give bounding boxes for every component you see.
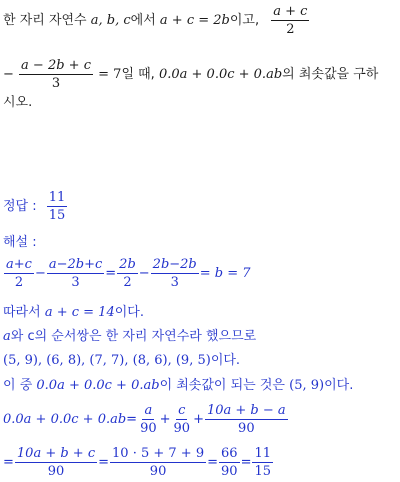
problem-text: 의 최솟값을 구하 <box>282 67 379 82</box>
problem-line-3 <box>3 94 32 112</box>
ordered-pairs: (5, 9), (6, 8), (7, 7), (8, 6), (9, 5) <box>3 353 211 368</box>
problem-text: 시오. <box>3 95 33 110</box>
fraction: $\frac{a - 2b + c}{3}$ <box>21 58 91 91</box>
minus-sign: − <box>3 67 14 82</box>
solution-step-7: = $\frac{10a + b + c}{90}$ = $\frac{10 \cdot 5 + 7 + 9}{90}$ = $\frac{66}{90}$ = $\frac{11}{15}$ <box>3 446 272 479</box>
solution-step-1: $\frac{a+c}{2}$ − $\frac{a-2b+c}{3}$ = $\frac{2b}{2}$ − $\frac{2b-2b}{3}$ = b = 7 <box>6 257 251 290</box>
decimal-expression: 0.0a + 0.0c + 0.ab <box>158 67 283 82</box>
problem-line-2 <box>3 58 378 91</box>
answer-line <box>3 190 68 223</box>
solution-text: 이다. <box>210 353 241 368</box>
condition-equation: a + c = 2b <box>159 13 230 28</box>
fraction: $\frac{a-2b+c}{3}$ <box>48 257 103 290</box>
solution-step-5 <box>3 377 353 395</box>
fraction: $\frac{10 \cdot 5 + 7 + 9}{90}$ <box>112 446 205 479</box>
decimal-expression: 0.0a + 0.0c + 0.ab <box>36 378 160 393</box>
solution-text: 이다. <box>114 305 144 320</box>
solution-step-3 <box>3 328 256 346</box>
result: = b = 7 <box>199 266 251 281</box>
solution-step-2 <box>3 304 144 322</box>
problem-text: 일 때, <box>121 67 155 82</box>
solution-label-line <box>3 234 37 252</box>
fraction: $\frac{2b}{2}$ <box>119 257 136 290</box>
solution-text: 따라서 <box>3 305 41 320</box>
equation: = 7 <box>98 67 122 82</box>
fraction: $\frac{c}{90}$ <box>173 403 191 436</box>
solution-text: 이다. <box>324 378 354 393</box>
answer-fraction: $\frac{11}{15}$ <box>48 190 66 223</box>
fraction: $\frac{2b-2b}{3}$ <box>152 257 197 290</box>
problem-text: 에서 <box>130 13 156 28</box>
problem-text: 한 자리 자연수 <box>3 13 87 28</box>
fraction: $\frac{10a + b - a}{90}$ <box>206 403 286 436</box>
problem-line-1 <box>3 4 310 37</box>
solution-text: 이 최솟값이 되는 것은 <box>159 378 285 393</box>
solution-step-4 <box>3 352 240 370</box>
decimal-expression: 0.0a + 0.0c + 0.ab <box>3 412 127 427</box>
fraction: $\frac{a}{90}$ <box>140 403 157 436</box>
ordered-pair: (5, 9) <box>289 378 325 393</box>
fraction: $\frac{a + c}{2}$ <box>273 4 308 37</box>
solution-text: 와 c의 순서쌍은 한 자리 자연수라 했으므로 <box>10 329 257 344</box>
fraction: $\frac{a+c}{2}$ <box>6 257 32 290</box>
fraction: $\frac{10a + b + c}{90}$ <box>16 446 96 479</box>
variables: a, b, c <box>90 13 131 28</box>
fraction: $\frac{11}{15}$ <box>254 446 272 479</box>
solution-label: 해설 : <box>3 235 37 250</box>
variable: a <box>3 329 11 344</box>
solution-text: 이 중 <box>3 378 33 393</box>
solution-step-6: 0.0a + 0.0c + 0.ab= $\frac{a}{90}$ + $\frac{c}{90}$ + $\frac{10a + b - a}{90}$ <box>3 403 286 436</box>
equation: a + c = 14 <box>44 305 115 320</box>
fraction: $\frac{66}{90}$ <box>221 446 238 479</box>
problem-text: 이고, <box>229 13 260 28</box>
answer-label: 정답 : <box>3 199 37 214</box>
